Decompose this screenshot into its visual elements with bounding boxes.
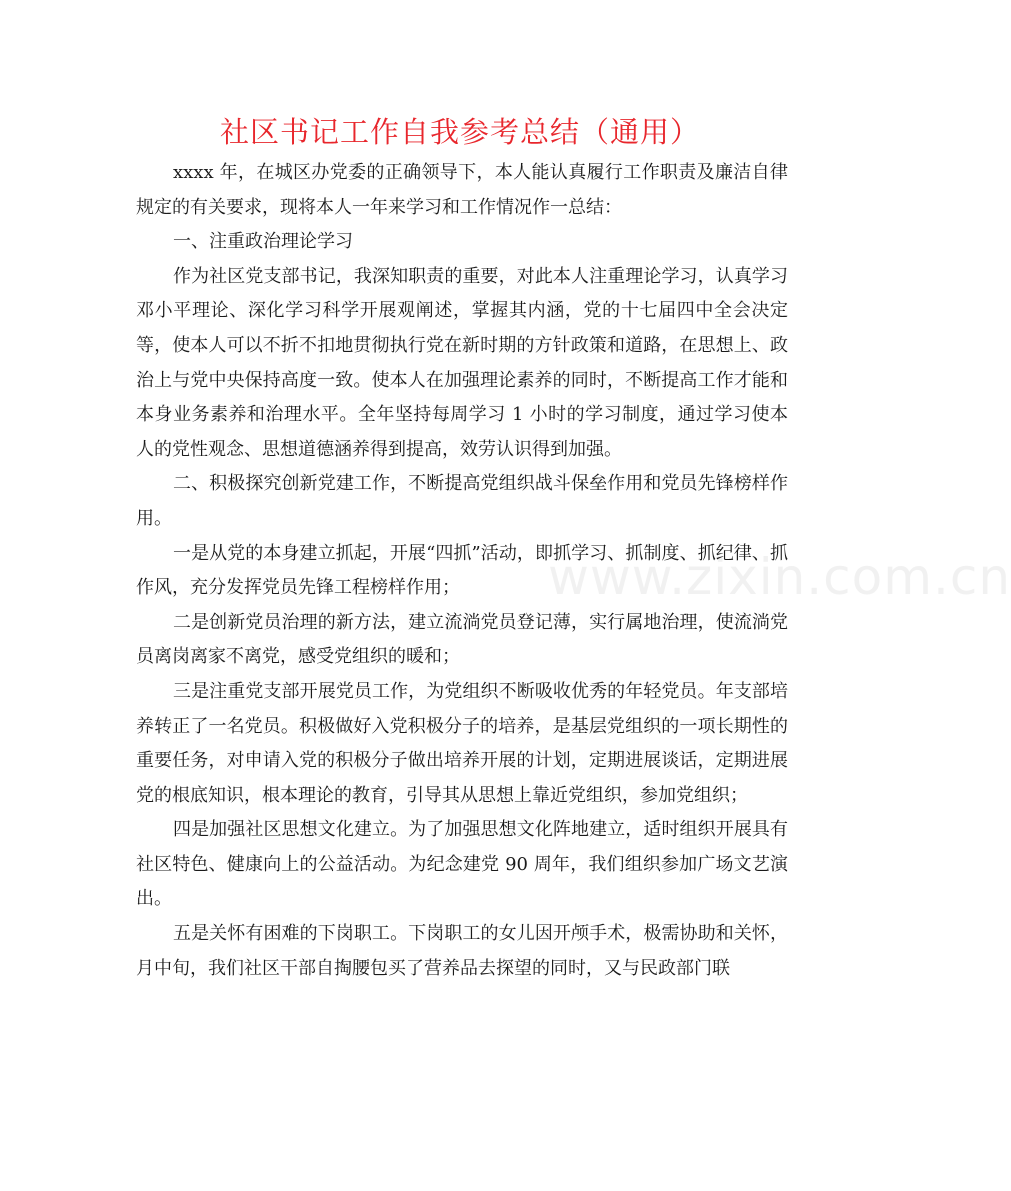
paragraph-item-1: 一是从党的本身建立抓起，开展“四抓”活动，即抓学习、抓制度、抓纪律、抓作风，充分发挥党员先锋工程榜样作用；	[136, 542, 788, 599]
paragraph-theory-study: 作为社区党支部书记，我深知职责的重要，对此本人注重理论学习，认真学习邓小平理论、深化学习科学开展观阐述，掌握其内涵，党的十七届四中全会决定等，使本人可以不折不扣地贯彻执行党在新时期的方针政策和道路，在思想上、政治上与党中央保持高度一致。使本人在加强理论素养的同时，不断提高工作才能和本身业务素养和治理水平。全年坚持每周学习 1 小时的学习制度，通过学习使本人的党性观念、思想道德涵养得到提高，效劳认识得到加强。	[136, 265, 788, 460]
paragraph-item-2: 二是创新党员治理的新方法，建立流淌党员登记薄，实行属地治理，使流淌党员离岗离家不离党，感受党组织的暖和；	[136, 611, 788, 668]
document-title: 社区书记工作自我参考总结（通用）	[219, 115, 700, 149]
paragraph-item-5: 五是关怀有困难的下岗职工。下岗职工的女儿因开颅手术，极需协助和关怀，月中旬，我们社区干部自掏腰包买了营养品去探望的同时，又与民政部门联	[136, 923, 788, 979]
paragraph-item-3: 三是注重党支部开展党员工作，为党组织不断吸收优秀的年轻党员。年支部培养转正了一名党员。积极做好入党积极分子的培养，是基层党组织的一项长期性的重要任务，对申请入党的积极分子做出培养开展的计划，定期进展谈话，定期进展党的根底知识，根本理论的教育，引导其从思想上靠近党组织，参加党组织；	[136, 680, 788, 806]
paragraph-intro: xxxx 年，在城区办党委的正确领导下，本人能认真履行工作职责及廉洁自律规定的有关要求，现将本人一年来学习和工作情况作一总结：	[136, 162, 788, 218]
document-body	[136, 156, 788, 986]
paragraph-item-4: 四是加强社区思想文化建立。为了加强思想文化阵地建立，适时组织开展具有社区特色、健康向上的公益活动。为纪念建党 90 周年，我们组织参加广场文艺演出。	[136, 819, 788, 910]
section-heading-1: 一、注重政治理论学习	[173, 231, 353, 253]
section-heading-2: 二、积极探究创新党建工作，不断提高党组织战斗保垒作用和党员先锋榜样作用。	[136, 473, 788, 529]
watermark: www.zixin.com.cn	[548, 548, 1011, 606]
